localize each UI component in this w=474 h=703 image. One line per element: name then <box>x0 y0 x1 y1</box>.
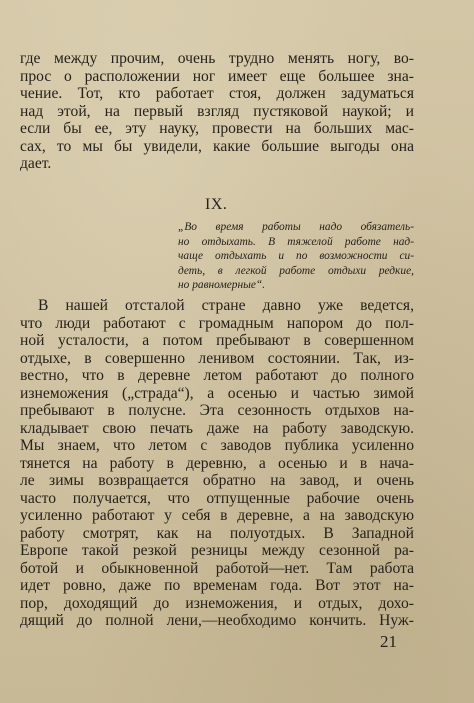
text-line: изнеможения („страда“), а осенью и частью зимой <box>20 384 414 402</box>
text-line: если бы ее, эту науку, провести на больших мас- <box>20 120 414 137</box>
text-line: тянется на работу в деревню, а осенью и в нача- <box>20 454 414 472</box>
epigraph <box>178 220 414 293</box>
text-line: что люди работают с громадным напором до пол- <box>20 314 414 332</box>
text-line: ной усталости, а потом пребывают в совершенном <box>20 332 414 349</box>
paragraph-main <box>20 297 414 630</box>
text-line: работу смотрят, как на полуотдых. В Западной <box>20 524 414 542</box>
epigraph-line: но отдыхать. В тяжелой работе над- <box>178 235 414 248</box>
epigraph-line: „Во время работы надо обязатель- <box>178 221 414 233</box>
page-number: 21 <box>380 632 397 651</box>
chapter-heading: IX. <box>205 196 228 213</box>
text-line: пребывают в полусне. Эта сезонность отдыхов на- <box>20 402 414 419</box>
text-line: над этой, на первый взгляд пустяковой наукой; и <box>20 102 414 120</box>
text-line: ботой и обыкновенной работой—нет. Там работа <box>20 559 414 577</box>
text-line: дящий до полной лени,—необходимо кончить. Нуж- <box>20 612 414 629</box>
epigraph-line: но равномерные“. <box>178 279 266 292</box>
epigraph-line: чаще отдыхать и по возможности си- <box>178 250 414 263</box>
text-line: кладывает свою печать даже на работу заводскую. <box>20 419 414 437</box>
text-line: дает. <box>20 155 52 172</box>
text-line: пор, доходящий до изнеможения, и отдых, дохо- <box>20 594 414 612</box>
text-line: вестно, что в деревне летом работают до полного <box>20 367 414 384</box>
text-line: ле зимы возвращается обратно на завод, и очень <box>20 472 414 489</box>
text-line: сах, то мы бы увидели, какие большие выгоды она <box>20 137 414 155</box>
text-line: В нашей отсталой стране давно уже ведется, <box>38 297 414 314</box>
text-line: чение. Тот, кто работает стоя, должен задуматься <box>20 85 414 102</box>
text-line: часто получается, что отпущенные рабочие очень <box>20 489 414 507</box>
text-line: идет ровно, даже по временам года. Вот этот на- <box>20 577 414 594</box>
text-line: где между прочим, очень трудно менять ногу, во- <box>20 50 414 67</box>
text-line: прос о расположении ног имеет еще большее зна- <box>20 67 414 85</box>
text-line: Мы знаем, что летом с заводов публика усиленно <box>20 437 414 454</box>
paragraph-continued <box>20 50 414 173</box>
text-line: усиленно работают у себя в деревне, а на заводскую <box>20 507 414 524</box>
text-line: отдыхе, в совершенно ленивом состоянии. Так, из- <box>20 349 414 367</box>
epigraph-line: деть, в легкой работе отдыхи редкие, <box>178 264 414 277</box>
text-line: Европе такой резкой резницы между сезонной ра- <box>20 542 414 559</box>
